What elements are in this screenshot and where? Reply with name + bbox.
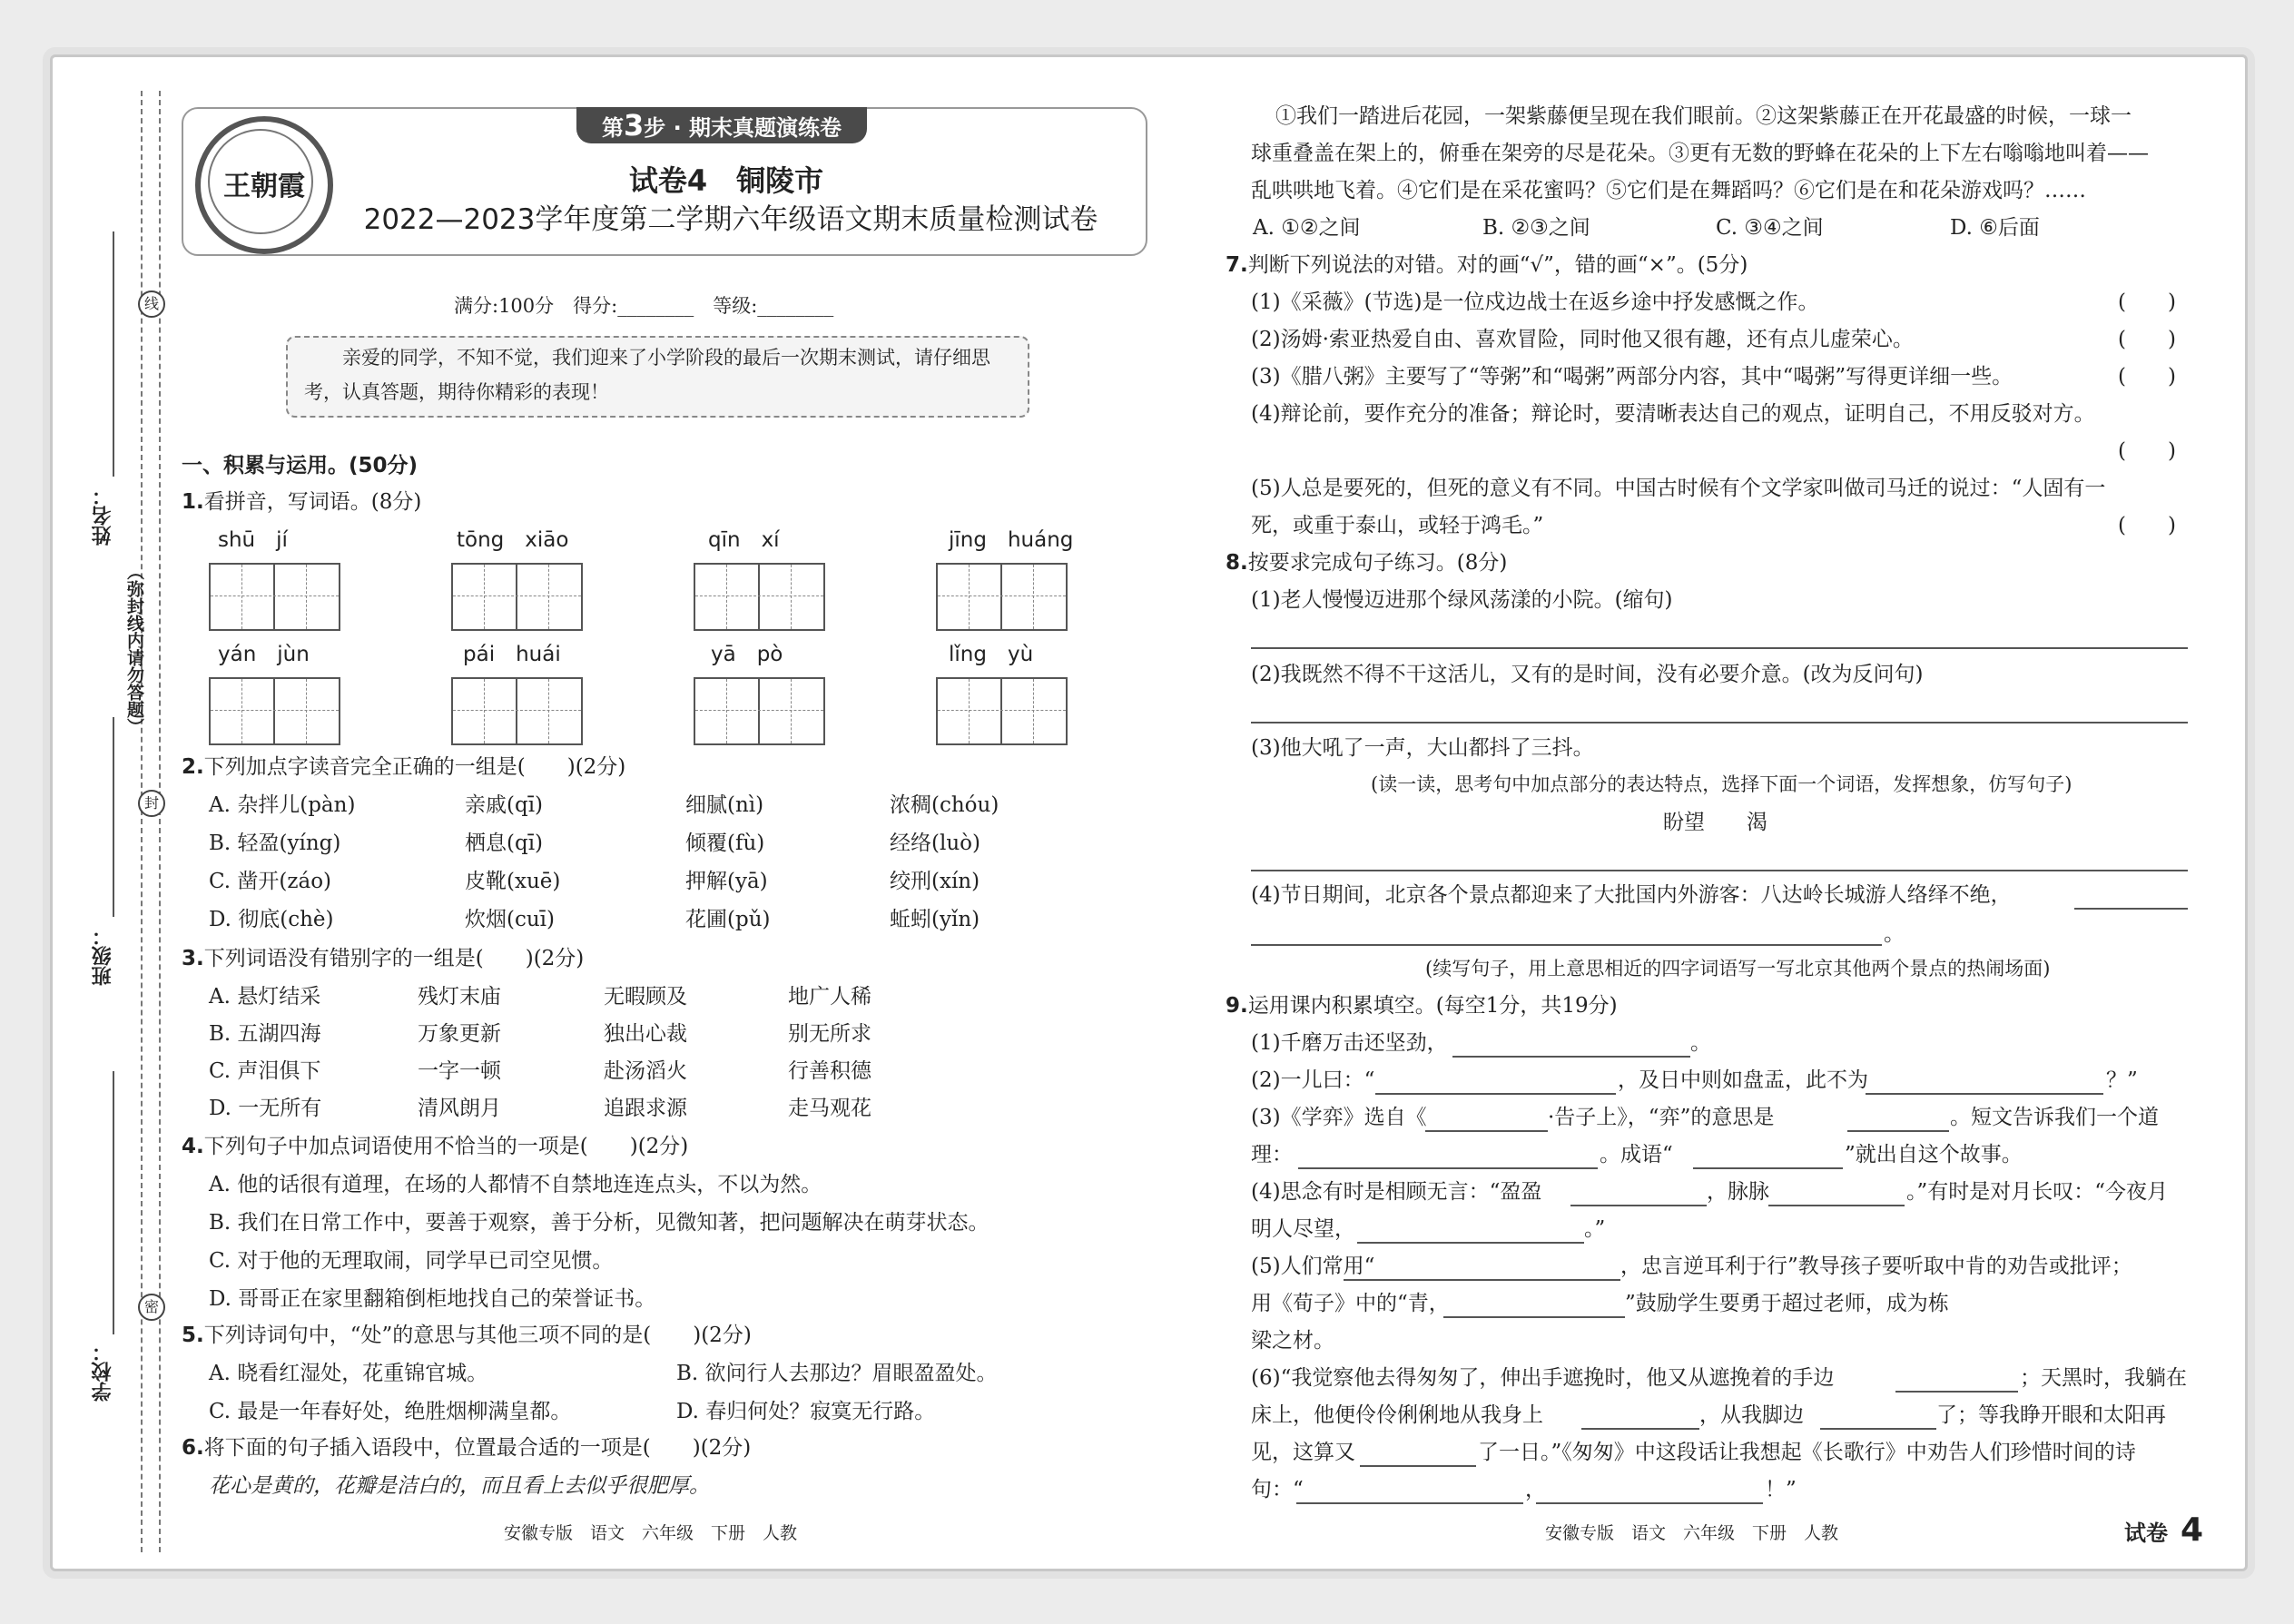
q7-paren-5[interactable]: ( ): [2118, 514, 2176, 537]
q9-6e: 了；等我睁开眼和太阳再: [1936, 1403, 2166, 1427]
q7-item-2: (2)汤姆·索亚热爱自由、喜欢冒险，同时他又很有趣，还有点儿虚荣心。: [1251, 328, 1914, 351]
answer-line[interactable]: [2074, 908, 2188, 910]
q9-5d: ”鼓励学生要勇于超过老师，成为栋: [1625, 1292, 1949, 1315]
q9-1-end: 。: [1690, 1031, 1711, 1055]
q6-option-c: C. ③④之间: [1716, 216, 1824, 240]
q2-c1: C. 凿开(záo): [209, 870, 332, 893]
q9-5e: 梁之材。: [1251, 1329, 1334, 1353]
q9-6j: ！”: [1765, 1478, 1797, 1501]
class-label: 班级：: [92, 926, 114, 986]
q2-c4: 绞刑(xín): [890, 870, 980, 893]
q9-5a: (5)人们常用“: [1251, 1255, 1375, 1278]
q8-s4-end: 。: [1884, 922, 1905, 946]
answer-grid[interactable]: [936, 563, 1068, 631]
answer-grid[interactable]: [694, 677, 825, 745]
q2-stem: 2.下列加点字读音完全正确的一组是( )(2分): [182, 755, 626, 779]
q3-b1: B. 五湖四海: [209, 1022, 321, 1046]
q9-6d: ，从我脚边: [1699, 1403, 1804, 1427]
q8-s3: (3)他大吼了一声，大山都抖了三抖。: [1251, 736, 1594, 760]
q5-option-b: B. 欲问行人去那边？眉眼盈盈处。: [676, 1362, 998, 1385]
step-prefix: 第: [601, 115, 624, 141]
blank[interactable]: [1425, 1130, 1548, 1132]
q3-c3: 赴汤滔火: [604, 1059, 687, 1083]
q7-item-5b: 死，或重于泰山，或轻于鸿毛。”: [1251, 514, 1544, 537]
q3-a3: 无暇顾及: [604, 985, 687, 1009]
exam-subtitle: 2022—2023学年度第二学期六年级语文期末质量检测试卷: [363, 203, 1098, 236]
q9-6a: (6)“我觉察他去得匆匆了，伸出手遮挽时，他又从遮挽着的手边: [1251, 1366, 1835, 1390]
binding-mark-xian: 线: [138, 290, 165, 318]
blank[interactable]: [1768, 1205, 1905, 1206]
q9-5c: 用《荀子》中的“青，: [1251, 1292, 1450, 1315]
q2-a4: 浓稠(chóu): [890, 793, 999, 817]
q2-b2: 栖息(qī): [465, 832, 544, 855]
q9-6c: 床上，他便伶伶俐俐地从我身上: [1251, 1403, 1543, 1427]
q1-stem: 1.看拼音，写词语。(8分): [182, 490, 422, 514]
q6-option-a: A. ①②之间: [1253, 216, 1361, 240]
q9-4a: (4)思念有时是相顾无言：“盈盈: [1251, 1180, 1542, 1204]
page-label: 试卷: [2124, 1521, 2168, 1546]
pinyin-3: qīn xí: [708, 528, 780, 552]
q5-option-c: C. 最是一年春好处，绝胜烟柳满皇都。: [209, 1400, 572, 1423]
score-line: 满分:100分 得分:________ 等级:________: [454, 295, 834, 317]
q7-paren-4[interactable]: ( ): [2118, 439, 2176, 463]
q2-b1: B. 轻盈(yíng): [209, 832, 341, 855]
q7-paren-3[interactable]: ( ): [2118, 365, 2176, 389]
blank[interactable]: [1443, 1316, 1625, 1318]
q9-2c: ？”: [2106, 1068, 2138, 1092]
q8-s3-words: 盼望 渴: [1663, 811, 1767, 834]
q9-3c: 。短文告诉我们一个道: [1950, 1106, 2159, 1129]
q4-option-c: C. 对于他的无理取闹，同学早已司空见惯。: [209, 1249, 614, 1273]
q9-6g: 了一日。”《匆匆》中这段话让我想起《长歌行》中劝告人们珍惜时间的诗: [1478, 1441, 2136, 1464]
blank[interactable]: [1693, 1167, 1843, 1169]
q9-4e: 。”: [1584, 1217, 1606, 1241]
binding-notice: （弥封线内请勿答题）: [124, 563, 144, 735]
q9-6i: ，: [1525, 1478, 1546, 1501]
q6-passage-1: ①我们一踏进后花园，一架紫藤便呈现在我们眼前。②这架紫藤正在开花最盛的时候，一球一: [1275, 104, 2132, 128]
q7-item-1: (1)《采薇》(节选)是一位戍边战士在返乡途中抒发感慨之作。: [1251, 290, 1819, 314]
blank[interactable]: [1452, 1056, 1690, 1058]
q9-stem: 9.运用课内积累填空。(每空1分，共19分): [1226, 994, 1618, 1018]
q8-s1: (1)老人慢慢迈进那个绿风荡漾的小院。(缩句): [1251, 588, 1673, 612]
pinyin-7: yā pò: [711, 643, 783, 666]
intro-line-1: 亲爱的同学，不知不觉，我们迎来了小学阶段的最后一次期末测试，请仔细思: [342, 347, 990, 369]
q3-a2: 残灯末庙: [418, 985, 501, 1009]
blank[interactable]: [1581, 1428, 1699, 1430]
q6-option-d: D. ⑥后面: [1950, 216, 2040, 240]
q9-2a: (2)一儿曰：“: [1251, 1068, 1375, 1092]
q3-c4: 行善积德: [788, 1059, 871, 1083]
q3-stem: 3.下列词语没有错别字的一组是( )(2分): [182, 947, 585, 970]
q3-b2: 万象更新: [418, 1022, 501, 1046]
q2-d2: 炊烟(cuī): [465, 908, 555, 931]
answer-grid[interactable]: [694, 563, 825, 631]
q6-sentence: 花心是黄的，花瓣是洁白的，而且看上去似乎很肥厚。: [209, 1474, 710, 1498]
q9-3a: (3)《学弈》选自《: [1251, 1106, 1427, 1129]
pinyin-2: tōng xiāo: [457, 528, 569, 552]
blank[interactable]: [1357, 1242, 1584, 1244]
q4-option-d: D. 哥哥正在家里翻箱倒柜地找自己的荣誉证书。: [209, 1287, 656, 1311]
footer-left: 安徽专版 语文 六年级 下册 人教: [504, 1523, 798, 1543]
q7-item-3: (3)《腊八粥》主要写了“等粥”和“喝粥”两部分内容，其中“喝粥”写得更详细一些。: [1251, 365, 2013, 389]
q7-item-4: (4)辩论前，要作充分的准备；辩论时，要清晰表达自己的观点，证明自己，不用反驳对方。: [1251, 402, 2095, 426]
q8-s3-note: (读一读，思考句中加点部分的表达特点，选择下面一个词语，发挥想象，仿写句子): [1371, 773, 2072, 795]
q6-passage-3: 乱哄哄地飞着。④它们是在采花蜜吗？⑤它们是在舞蹈吗？⑥它们是在和花朵游戏吗？……: [1251, 179, 2086, 202]
q2-a1: A. 杂拌儿(pàn): [209, 793, 356, 817]
q6-passage-2: 球重叠盖在架上的，俯垂在架旁的尽是花朵。③更有无数的野蜂在花朵的上下左右嗡嗡地叫着——: [1251, 142, 2149, 165]
q2-c3: 押解(yā): [685, 870, 768, 893]
name-field-line: [113, 231, 114, 477]
answer-grid[interactable]: [209, 563, 340, 631]
blank[interactable]: [1360, 1465, 1476, 1467]
q2-b3: 倾覆(fù): [685, 832, 765, 855]
q9-6f: 见，这算又: [1251, 1441, 1355, 1464]
q3-c2: 一字一顿: [418, 1059, 501, 1083]
blank[interactable]: [1344, 1279, 1620, 1281]
answer-line[interactable]: [1251, 870, 2188, 871]
q4-option-b: B. 我们在日常工作中，要善于观察，善于分析，见微知著，把问题解决在萌芽状态。: [209, 1211, 989, 1235]
pinyin-1: shū jí: [218, 528, 288, 552]
blank[interactable]: [1847, 1130, 1949, 1132]
q2-a3: 细腻(nì): [685, 793, 764, 817]
blank[interactable]: [1820, 1428, 1936, 1430]
q3-d3: 追跟求源: [604, 1097, 687, 1120]
q5-stem: 5.下列诗词句中，“处”的意思与其他三项不同的是( )(2分): [182, 1324, 752, 1347]
q9-3e: 。成语“: [1600, 1143, 1673, 1166]
q3-a4: 地广人稀: [788, 985, 871, 1009]
blank[interactable]: [1866, 1093, 2103, 1095]
answer-line[interactable]: [1251, 944, 1882, 946]
q9-6h: 句：“: [1251, 1478, 1304, 1501]
exam-title: 试卷4 铜陵市: [628, 163, 824, 198]
q8-stem: 8.按要求完成句子练习。(8分): [1226, 551, 1508, 575]
binding-mark-feng: 封: [138, 790, 165, 817]
q2-d1: D. 彻底(chè): [209, 908, 334, 931]
q6-stem: 6.将下面的句子插入语段中，位置最合适的一项是( )(2分): [182, 1436, 752, 1460]
q9-5b: ，忠言逆耳利于行”教导孩子要听取中肯的劝告或批评；: [1620, 1255, 2132, 1278]
q9-4d: 明人尽望，: [1251, 1217, 1355, 1241]
pinyin-6: pái huái: [463, 643, 561, 666]
q3-b4: 别无所求: [788, 1022, 871, 1046]
q9-3b: ·告子上》，“弈”的意思是: [1548, 1106, 1775, 1129]
page-number: 4: [2181, 1511, 2204, 1549]
blank[interactable]: [1296, 1502, 1523, 1504]
q4-option-a: A. 他的话很有道理，在场的人都情不自禁地连连点头，不以为然。: [209, 1173, 822, 1196]
answer-grid[interactable]: [451, 563, 583, 631]
answer-line[interactable]: [1251, 722, 2188, 723]
blank[interactable]: [1536, 1502, 1763, 1504]
q9-4c: 。”有时是对月长叹：“今夜月: [1906, 1180, 2169, 1204]
q3-d2: 清风朗月: [418, 1097, 501, 1120]
pinyin-4: jīng huáng: [949, 528, 1074, 552]
logo-text: 王朝霞: [223, 171, 305, 202]
q7-item-5a: (5)人总是要死的，但死的意义有不同。中国古时候有个文学家叫做司马迁的说过：“人固有一: [1251, 477, 2106, 500]
answer-line[interactable]: [1251, 647, 2188, 649]
q6-option-b: B. ②③之间: [1482, 216, 1590, 240]
answer-grid[interactable]: [451, 677, 583, 745]
blank[interactable]: [1375, 1093, 1616, 1095]
q4-stem: 4.下列句子中加点词语使用不恰当的一项是( )(2分): [182, 1135, 689, 1158]
intro-line-2: 考，认真答题，期待你精彩的表现！: [304, 381, 609, 403]
q9-4b: ，脉脉: [1707, 1180, 1769, 1204]
q9-1: (1)千磨万击还坚劲，: [1251, 1031, 1448, 1055]
q8-s4: (4)节日期间，北京各个景点都迎来了大批国内外游客：八达岭长城游人络绎不绝，: [1251, 883, 2012, 907]
binding-mark-mi: 密: [138, 1294, 165, 1321]
pinyin-8: lǐng yù: [949, 643, 1034, 666]
step-suffix: 步 · 期末真题演练卷: [644, 115, 842, 141]
step-tab: [576, 107, 867, 143]
q9-2b: ，及日中则如盘盂，此不为: [1618, 1068, 1868, 1092]
q3-d4: 走马观花: [788, 1097, 871, 1120]
step-number: 3: [623, 108, 645, 143]
blank[interactable]: [1895, 1391, 2018, 1393]
q8-s4-note: (续写句子，用上意思相近的四字词语写一写北京其他两个景点的热闹场面): [1425, 958, 2051, 979]
intro-box: [286, 336, 1029, 418]
q2-b4: 经络(luò): [890, 832, 980, 855]
school-label: 学校：: [92, 1342, 114, 1402]
q3-b3: 独出心裁: [604, 1022, 687, 1046]
q2-d3: 花圃(pǔ): [685, 908, 771, 931]
name-label: 姓名：: [92, 486, 114, 546]
q9-3d: 理：: [1251, 1143, 1293, 1166]
q9-3f: ”就出自这个故事。: [1845, 1143, 2023, 1166]
school-field-line: [113, 1071, 114, 1334]
blank[interactable]: [1570, 1205, 1707, 1206]
logo-seal: [195, 116, 333, 254]
q7-paren-1[interactable]: ( ): [2118, 290, 2176, 314]
q2-c2: 皮靴(xuē): [465, 870, 561, 893]
q2-a2: 亲戚(qī): [465, 793, 544, 817]
q9-6b: ；天黑时，我躺在: [2020, 1366, 2187, 1390]
answer-grid[interactable]: [209, 677, 340, 745]
q3-c1: C. 声泪俱下: [209, 1059, 321, 1083]
blank[interactable]: [1298, 1167, 1598, 1169]
q7-paren-2[interactable]: ( ): [2118, 328, 2176, 351]
q8-s2: (2)我既然不得不干这活儿，又有的是时间，没有必要介意。(改为反问句): [1251, 663, 1924, 686]
q5-option-d: D. 春归何处？寂寞无行路。: [676, 1400, 936, 1423]
q7-stem: 7.判断下列说法的对错。对的画“√”，错的画“×”。(5分): [1226, 253, 1748, 277]
part1-heading: 一、积累与运用。(50分): [182, 454, 418, 477]
q2-d4: 蚯蚓(yǐn): [890, 908, 980, 931]
answer-grid[interactable]: [936, 677, 1068, 745]
q3-d1: D. 一无所有: [209, 1097, 322, 1120]
q3-a1: A. 悬灯结采: [209, 985, 321, 1009]
class-field-line: [113, 717, 114, 917]
q5-option-a: A. 晓看红湿处，花重锦官城。: [209, 1362, 488, 1385]
footer-right: 安徽专版 语文 六年级 下册 人教: [1545, 1523, 1839, 1543]
pinyin-5: yán jùn: [218, 643, 310, 666]
